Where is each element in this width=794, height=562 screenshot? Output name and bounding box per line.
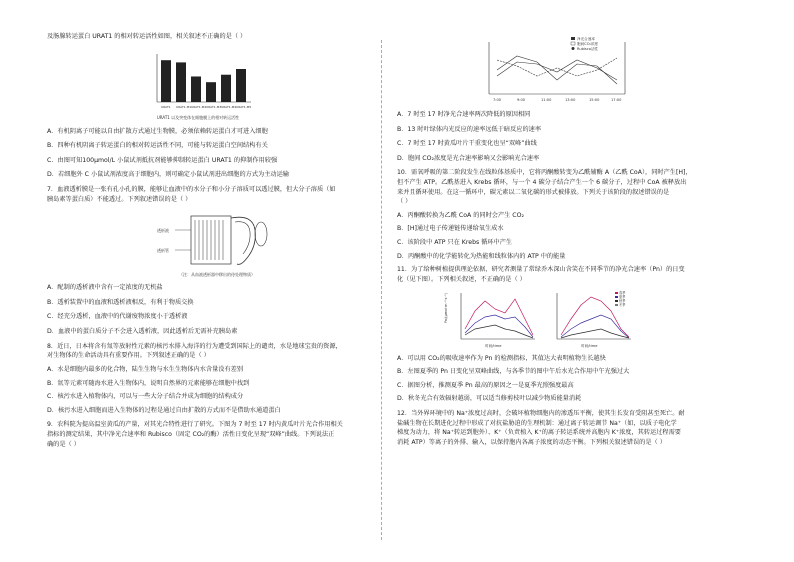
q12-line-2: 盐碱生物在长期进化过程中形成了对抗盐胁迫的生理机制：通过离子转运调节 Na⁺（如，以质子电化学 (397, 419, 677, 427)
q6-option-b: B．四种有机阴离子转运蛋白的相对转运活性不同，可能与转运蛋白空间结构有关 (47, 142, 268, 150)
q7-option-a: A．配制的透析液中含有一定浓度的无机盐 (47, 284, 163, 292)
q9-line-3: 确的是（ ） (47, 440, 80, 448)
q6-figure (143, 50, 253, 120)
seasonal-pn-charts (441, 289, 641, 351)
dialysis-tube-label: 透析管 (157, 248, 169, 254)
fig9-xtick: 11:00 (541, 98, 552, 102)
q7-figure (157, 210, 277, 276)
q6-bar-label: URAT1-M4 (221, 104, 237, 109)
photosynthesis-line-chart (475, 36, 645, 106)
q10-line-3: 来并且循环使用。在这一循环中，碳元素以二氧化碳的形式被排放。下列关于该阶段的叙述错误的是 (397, 188, 670, 196)
q7-line-1: 7．血液透析膜是一张有孔小孔的膜，能够让血液中的水分子和小分子溶质可以透过膜，但大分子溶质（如 (47, 186, 336, 194)
q6-option-a: A．有机阴离子可能以自由扩散方式通过生物膜，必须依赖转运蛋白才可进入细胞 (47, 127, 268, 135)
q8-option-b: B．氚等元素可随海水进入生物体内，说明自然界的元素能够在细胞中找到 (47, 379, 250, 387)
q11-option-a: A．可以用 CO₂的吸收速率作为 Pn 的检测指标，其值达大表明植物生长越快 (397, 354, 606, 362)
q9-option-a: A．7 时至 17 时净光合速率两次降低的原因相同 (397, 111, 531, 118)
q6-bar (236, 69, 246, 102)
fig9-xtick: 17:00 (611, 98, 622, 102)
fig9-xtick: 7:00 (493, 98, 502, 102)
q7-line-2: 胰岛素等蛋白质）不能透过。下列叙述错误的是（ ） (47, 195, 192, 203)
fig9-legend-3: Rubisco活性 (577, 47, 599, 51)
q6-bar-label: URAT1 (161, 104, 171, 109)
q10-line-2: 但不产生 ATP。乙酰基进入 Krebs 循环，与一个 4 碳分子结合产生一个 6 碳分子，过程中 CoA 被释放出 (397, 179, 687, 187)
q11-option-d: D．秋冬光合有效辐射越弱，可以适当修剪枝叶以减少物质能量消耗 (397, 395, 582, 403)
fig9-xtick: 13:00 (565, 98, 576, 102)
q6-stem: 及肠腺转运蛋白 URAT1 的相对转运活性如图，相关叙述不正确的是（ ） (47, 33, 247, 40)
fig9-xtick: 9:00 (517, 98, 526, 102)
q11-figure (441, 289, 641, 351)
fig9-legend-2: 胞间CO₂浓度 (577, 42, 599, 46)
q8 (47, 342, 377, 416)
dialysis-diagram (157, 210, 277, 268)
q9-option-c: C．7 时至 17 时黄瓜叶片干重变化也呈“双峰”曲线 (397, 140, 537, 148)
fig11-legend-1: 春季 (619, 290, 626, 295)
q9-option-d: D．胞间 CO₂浓度是光合速率影响又会影响光合速率 (397, 154, 540, 162)
left-column (47, 32, 377, 449)
fig11-legend-3: 秋季 (619, 298, 626, 303)
q7-caption: （注：从血液透析器中移出的待处理物质） (179, 271, 255, 277)
q6-bar (161, 60, 171, 102)
fig9-legend-1: 净光合速率 (577, 37, 595, 41)
q6-bar-label: URAT1-M5 (236, 104, 252, 109)
q11-line-2: 化（见下图）。下列相关叙述，不正确的是（ ） (397, 275, 526, 283)
q8-line-2: 对生物体的生命活动具有重要作用。下列叙述正确的是（ ） (47, 352, 210, 360)
q8-line-1: 8．近日，日本将含有氚等放射性元素的核污水排入海洋的行为遭受到国际上的谴责，水是地球宝贵的资源， (47, 342, 342, 350)
q10-option-a: A．丙酮酸转换为乙酰 CoA 的同时会产生 CO₂ (397, 211, 524, 219)
fig11-ylabel: Pn/(μmol·m⁻²·s⁻¹) (444, 292, 448, 323)
q10 (397, 168, 727, 261)
q10-line-4: （ ） (397, 198, 412, 206)
q7-option-b: B．透析装置中的血液和透析液相反，有利于物质交换 (47, 298, 194, 306)
fig11-xlabel-left: 时间/time (485, 343, 502, 348)
q6-options (47, 127, 377, 180)
q11 (397, 265, 727, 284)
q11-option-b: B．左图夏季的 Pn 日变化呈双峰曲线，与各季节的图中午后水光合作用中午光强过大 (397, 368, 630, 376)
q11-options (397, 354, 727, 404)
q6-option-c: C．由图可知100μmol/L 小鼠试剂抵抗剂能够抑制转运蛋白 URAT1 的抑制作用较强 (47, 156, 278, 164)
q9-option-b: B．13 时叶绿体内光反应的速率远低于暗反应的速率 (397, 125, 542, 133)
fig11-xlabel-right: 时间/time (581, 343, 598, 348)
q7 (47, 185, 377, 204)
q6-caption: URAT1 以及突变体在细胞膜上的相对转运活性 (156, 115, 240, 121)
q6-bar-chart (143, 50, 253, 112)
fig9-xtick: 15:00 (589, 98, 600, 102)
q8-option-a: A．水是细胞内最多的化合物，陆生生物与水生生物体内水含量没有差别 (47, 365, 244, 373)
q10-line-1: 10．需氧呼吸的第二阶段发生在线粒体基质中，它将丙酮酸转变为乙酰辅酶 A（乙酰 CoA），同时产生[H]， (397, 169, 692, 177)
q7-option-d: D．血液中的蛋白质分子不会进入透析液，因此透析后无需补充胰岛素 (47, 328, 238, 336)
q9 (47, 420, 377, 449)
q6-bar-label: URAT1-M3 (206, 104, 222, 109)
q10-option-b: B．[H]通过电子传递链传递给氧生成水 (397, 225, 504, 233)
q7-option-c: C．经充分透析，血液中的代谢废物浓度小于透析液 (47, 313, 188, 321)
q8-option-d: D．核污水进入细胞而进入生物体的过程是通过自由扩散的方式而不是借助水通道蛋白 (47, 406, 281, 414)
q6-bar-label: URAT1-M1 (176, 104, 192, 109)
q10-option-c: C．该阶段中 ATP 只在 Krebs 循环中产生 (397, 239, 513, 247)
q9-figure (475, 36, 645, 106)
q6-bar (206, 82, 216, 102)
q12-line-1: 12．当外界环境中的 Na⁺浓度过高时，会破坏植物细胞内的渗透压平衡，使其生长发育受阻甚至死亡。耐 (397, 409, 685, 417)
q12-line-3: 梯度为动力，将 Na⁺转运到胞外）、K⁺（负责植入 K⁺的离子转运系统并高胞内 K⁺浓度，其转运过程需要 (397, 429, 681, 437)
q6-option-d: D．若细胞外 C 小鼠试剂浓度高于细胞内，则可确定小鼠试剂进出细胞的方式为主动运输 (47, 171, 289, 179)
q8-option-c: C．核污水进入植物体内，可以与一些大分子结合并成为细胞的结构成分 (47, 393, 244, 401)
q11-line-1: 11．为了给种树植提供理论依据，研究者测量了常绿乔木深山含笑在不同季节的净光合速率（Pn）的日变 (397, 266, 685, 274)
q12 (397, 409, 727, 447)
q9-options (397, 110, 727, 163)
q9-line-1: 9．农科院为提高温室黄瓜的产量，对其光合特性进行了研究。下图为 7 时至 17 时内黄瓜叶片光合作用相关 (47, 421, 343, 429)
q6-bar (221, 74, 231, 101)
q7-options (47, 283, 377, 336)
q12-line-4: 消耗 ATP）等离子的外排、输入，以保持胞内各离子浓度的动态平衡。下列相关叙述错误的是（ ） (397, 438, 666, 446)
fig11-legend-2: 夏季 (619, 294, 626, 299)
column-divider (381, 40, 382, 540)
q9-line-2: 指标的测定结果，其中净光合速率和 Rubisco（固定 CO₂的酶）活性日变化呈现“双峰”曲线。下列说法正 (47, 430, 335, 438)
dialysate-label: 透析液 (157, 228, 169, 234)
q6-bar (176, 62, 186, 102)
right-column (397, 32, 727, 447)
q11-option-c: C．据图分析，推测夏季 Pn 最高的原因之一是夏季光照强度最高 (397, 381, 574, 389)
q6-bar (191, 76, 201, 102)
fig11-legend-4: 冬季 (619, 302, 626, 307)
q6-bar-label: URAT1-M2 (191, 104, 207, 109)
q10-option-d: D．丙酮酸中的化学能转化为热能和线粒体内的 ATP 中的能量 (397, 252, 566, 260)
